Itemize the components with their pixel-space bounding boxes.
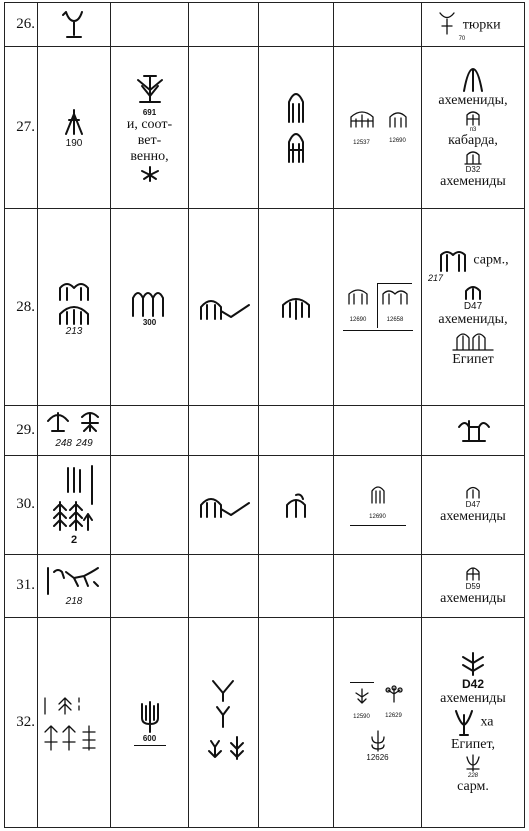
figure-label: 691 xyxy=(142,108,157,117)
reference-cell xyxy=(422,3,525,47)
tree-sign-image xyxy=(128,72,172,108)
reference-text: ахемениды xyxy=(440,174,506,190)
empty-cell xyxy=(259,406,334,455)
row-number: 32. xyxy=(5,617,38,827)
sign-cell xyxy=(259,209,334,406)
figure-label: 218 xyxy=(65,596,83,608)
parallel-cell xyxy=(111,617,189,827)
reference-cell xyxy=(422,406,525,455)
sign-cell xyxy=(38,3,111,47)
empty-cell xyxy=(259,554,334,617)
figure-label: 12690 xyxy=(369,514,386,521)
figure-label: 249 xyxy=(76,438,93,450)
reference-cell xyxy=(422,617,525,827)
figure-label: 12690 xyxy=(389,137,406,144)
arch-signs-image xyxy=(284,88,308,168)
empty-cell xyxy=(259,617,334,827)
animal-sign-image xyxy=(44,564,104,596)
arch-sign-image xyxy=(281,491,311,519)
reference-cell xyxy=(422,554,525,617)
arch-hook-sign-image xyxy=(197,293,251,321)
plant-sign-image xyxy=(382,682,406,704)
reference-text: Египет xyxy=(452,351,494,367)
reference-text: ахемениды xyxy=(440,509,506,525)
tree-sign-image xyxy=(458,649,488,677)
petroglyph-sign-image xyxy=(59,106,89,138)
arch-sign-image xyxy=(54,278,94,302)
figure-label: 248 xyxy=(55,438,72,450)
empty-cell xyxy=(334,3,422,47)
reference-text: ха xyxy=(480,714,494,730)
arch-sign-image xyxy=(380,286,410,308)
wave-sign-image xyxy=(129,288,171,318)
arch-sign-image xyxy=(54,302,94,326)
table-row-27 xyxy=(5,47,525,209)
sign-cell xyxy=(259,455,334,554)
sign-cell xyxy=(38,617,111,827)
house-sign-image xyxy=(347,107,377,131)
trident-sign-image xyxy=(452,707,476,737)
parallel-cell xyxy=(111,47,189,209)
tamga-sign-image xyxy=(458,65,488,93)
sign-cell xyxy=(189,209,259,406)
empty-cell xyxy=(111,406,189,455)
row-number: 26. xyxy=(5,3,38,47)
row-number: 28. xyxy=(5,209,38,406)
arch-sign-image xyxy=(279,293,313,321)
reference-text: сарм., xyxy=(473,252,509,268)
figure-signs-image xyxy=(42,409,106,433)
table-row-30 xyxy=(5,455,525,554)
arch-hook-sign-image xyxy=(197,491,251,519)
table-row-31 xyxy=(5,554,525,617)
figure-label: 12629 xyxy=(385,713,402,720)
reference-text: тюрки xyxy=(462,17,501,33)
reference-text: ахемениды xyxy=(440,591,506,607)
empty-cell xyxy=(334,406,422,455)
trident-sign-image xyxy=(138,698,162,734)
table-row-28 xyxy=(5,209,525,406)
trident-sign-image xyxy=(463,753,483,773)
empty-cell xyxy=(189,406,259,455)
reference-text: ахемениды, xyxy=(438,93,508,108)
arch-sign-image xyxy=(463,484,483,500)
row-number: 30. xyxy=(5,455,38,554)
small-sign-image xyxy=(138,165,162,183)
row-number: 31. xyxy=(5,554,38,617)
table-row-29 xyxy=(5,406,525,455)
figure-label: 12590 xyxy=(353,714,370,721)
tree-signs-image xyxy=(46,464,102,534)
arch-sign-image xyxy=(387,109,409,129)
figure-label: D42 xyxy=(461,677,484,692)
table-row-32 xyxy=(5,617,525,827)
sign-cell xyxy=(38,47,111,209)
sign-cell xyxy=(189,617,259,827)
arch-sign-image xyxy=(463,564,483,582)
tamga-sign-image xyxy=(455,417,491,443)
sign-cell xyxy=(38,554,111,617)
arch-sign-cell xyxy=(259,47,334,209)
sign-cell xyxy=(38,209,111,406)
sign-cell xyxy=(189,455,259,554)
figure-label: 12690 xyxy=(349,316,367,323)
table-row-26 xyxy=(5,3,525,47)
reference-text: Египет, xyxy=(450,737,496,753)
arch-sign-image xyxy=(343,286,373,308)
figure-label: D59 xyxy=(465,582,481,592)
arrow-signs-image xyxy=(199,677,249,767)
reference-cell xyxy=(422,47,525,209)
row-number: 27. xyxy=(5,47,38,209)
figure-label: D32 xyxy=(465,165,481,175)
underline-rule xyxy=(134,745,166,746)
row-number: 29. xyxy=(5,406,38,455)
sign-cell xyxy=(38,455,111,554)
sign-cell xyxy=(38,406,111,455)
reference-text: ахемениды, xyxy=(438,311,508,327)
sign-cell xyxy=(334,617,422,827)
figure-label: 300 xyxy=(142,317,157,327)
figure-label: 70 xyxy=(458,36,466,43)
sign-cell xyxy=(334,455,422,554)
tamga-sign-image xyxy=(435,10,459,40)
sign-cell xyxy=(334,47,422,209)
figure-label: 12658 xyxy=(386,317,404,324)
empty-cell xyxy=(259,3,334,47)
arch-sign-image xyxy=(451,328,495,352)
plant-sign-image xyxy=(366,729,390,753)
tamga-sign-image xyxy=(463,149,483,165)
figure-label: 217 xyxy=(428,272,444,283)
reference-text: сарм. xyxy=(457,779,489,795)
figure-label: п3 xyxy=(469,127,477,134)
reference-text: ахемениды xyxy=(440,691,506,707)
tamga-sign-image xyxy=(463,109,483,127)
empty-cell xyxy=(189,554,259,617)
figure-label: 12537 xyxy=(353,139,370,146)
figure-label: D47 xyxy=(465,500,481,510)
figure-label: 600 xyxy=(142,734,157,744)
petroglyph-sign-image xyxy=(57,7,91,43)
figure-label: 2 xyxy=(70,533,78,546)
empty-cell xyxy=(189,3,259,47)
empty-cell xyxy=(334,554,422,617)
figure-label: 12626 xyxy=(366,753,389,763)
underline-rule xyxy=(343,330,413,331)
plant-signs-image xyxy=(43,692,105,752)
reference-cell xyxy=(422,455,525,554)
arch-sign-image xyxy=(367,483,389,505)
petroglyph-comparison-table xyxy=(4,2,525,828)
figure-label: 228 xyxy=(467,773,478,780)
arch-sign-image xyxy=(462,283,484,301)
figure-label: D47 xyxy=(463,300,483,312)
empty-cell xyxy=(189,47,259,209)
empty-cell xyxy=(111,455,189,554)
figure-label: 190 xyxy=(65,138,83,150)
underline-rule xyxy=(350,525,406,526)
parallel-cell xyxy=(111,209,189,406)
empty-cell xyxy=(111,3,189,47)
figure-label: 213 xyxy=(65,325,83,337)
reference-text: кабарда, xyxy=(448,133,498,149)
sign-cell xyxy=(334,209,422,406)
empty-cell xyxy=(111,554,189,617)
parallel-text: и, соот-вет-венно, xyxy=(126,117,173,165)
arch-sign-image xyxy=(437,247,469,273)
reference-cell xyxy=(422,209,525,406)
plant-sign-image xyxy=(350,685,374,705)
